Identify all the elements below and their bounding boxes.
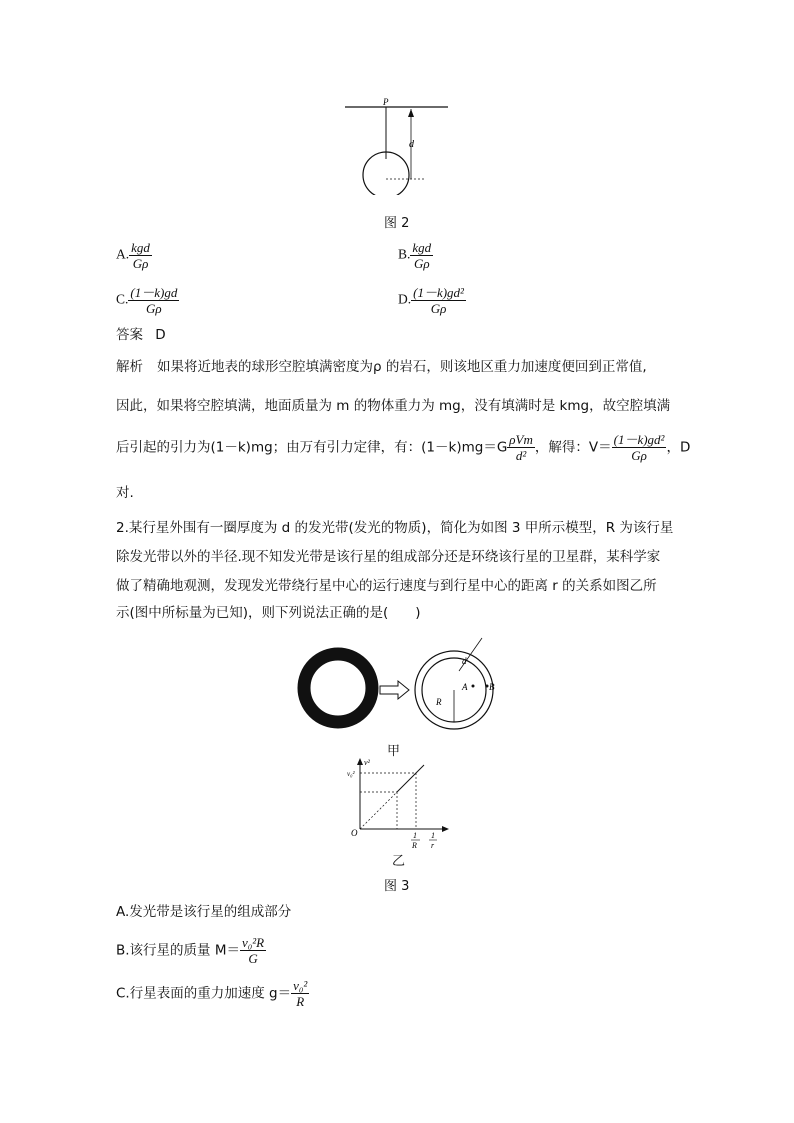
option-b-denominator: Gρ (413, 256, 430, 271)
analysis-text-3c: ，D (666, 439, 691, 456)
option2-c-den: R (296, 994, 305, 1009)
jia-label-r: R (436, 697, 442, 707)
option-a-denominator: Gρ (132, 256, 149, 271)
label-d: d (409, 139, 414, 150)
thick-ring (304, 654, 372, 722)
figure-3-caption: 图 3 (384, 879, 410, 894)
proportional-dash (360, 792, 397, 829)
option2-b-den: G (248, 951, 258, 966)
thickness-arrow (468, 638, 482, 658)
jia-label-b: B (489, 682, 495, 692)
jia-label-d: d (462, 656, 467, 666)
question2-line-3: 做了精确地观测，发现发光带绕行星中心的运行速度与到行星中心的距离 r 的关系如图乙所 (116, 578, 657, 594)
transform-arrow (380, 681, 409, 699)
option-b (398, 240, 433, 271)
option-a-letter: A. (116, 246, 130, 262)
option2-a: A.发光带是该行星的组成部分 (116, 904, 292, 920)
label-p: P (383, 97, 389, 107)
analysis-frac1-den: d² (515, 448, 527, 463)
question2-line-4: 示(图中所标量为已知)，则下列说法正确的是( ) (116, 605, 421, 621)
analysis-line-2: 因此，如果将空腔填满，地面质量为 m 的物体重力为 mg，没有填满时是 kmg，故空腔填满 (116, 398, 671, 414)
analysis-line-4: 对. (116, 485, 134, 501)
option-b-numerator: kgd (412, 240, 432, 255)
analysis-line-3 (116, 432, 690, 463)
x-tick2-den: r (431, 841, 435, 850)
option-d-denominator: Gρ (430, 301, 447, 316)
figure-3-yi-label: 乙 (392, 854, 406, 869)
option2-b-num: v₀²R (242, 935, 265, 950)
option2-c-num: v₀² (293, 978, 308, 993)
analysis-label: 解析 (116, 359, 143, 375)
option-c-denominator: Gρ (146, 301, 162, 316)
jia-label-a: A (462, 682, 468, 692)
answer-label: 答案 (116, 327, 143, 343)
axis-y-tick: v₀² (347, 770, 355, 778)
option-c-numerator: (1－k)gd (130, 285, 178, 300)
x-tick1-den: R (412, 841, 417, 850)
option2-b (116, 935, 266, 966)
figure-3-yi-graph (345, 755, 455, 855)
option2-b-text: B.该行星的质量 M＝ (116, 942, 240, 959)
option-a (116, 240, 152, 271)
figure-2-caption: 图 2 (384, 216, 410, 231)
question2-line-2: 除发光带以外的半径.现不知发光带是该行星的组成部分还是环绕该行星的卫星群，某科学家 (116, 549, 661, 565)
option-c-letter: C. (116, 291, 129, 307)
figure-3-jia-diagram (292, 633, 502, 738)
answer-value: D (155, 327, 166, 343)
proportional-line (397, 765, 424, 792)
x-tick2-num: 1 (431, 831, 435, 840)
figure-3-jia-label: 甲 (387, 744, 401, 759)
analysis-text-3b: ，解得：V＝ (534, 439, 612, 456)
point-a (472, 685, 475, 688)
x-tick1-num: 1 (413, 831, 417, 840)
analysis-frac2-den: Gρ (631, 448, 647, 463)
option-d-numerator: (1－k)gd² (413, 285, 464, 300)
analysis-text-3a: 后引起的引力为(1－k)mg；由万有引力定律，有：(1－k)mg＝G (116, 439, 508, 456)
option-d-letter: D. (398, 291, 412, 307)
axis-y-label: v² (364, 758, 370, 767)
figure-2-diagram (340, 95, 455, 195)
option-b-letter: B. (398, 246, 411, 262)
analysis-frac2-num: (1－k)gd² (613, 432, 665, 447)
option-a-numerator: kgd (131, 240, 150, 255)
question2-line-1: 2.某行星外围有一圈厚度为 d 的发光带(发光的物质)，简化为如图 3 甲所示模型，R 为该行星 (116, 520, 674, 536)
option2-c (116, 978, 309, 1009)
analysis-line-1 (116, 357, 647, 377)
analysis-frac1-num: ρVm (509, 432, 533, 447)
answer-line (116, 325, 166, 345)
option-c (116, 285, 179, 316)
option2-c-text: C.行星表面的重力加速度 g＝ (116, 985, 292, 1002)
axis-origin: O (351, 828, 358, 838)
analysis-text-1: 如果将近地表的球形空腔填满密度为ρ 的岩石，则该地区重力加速度便回到正常值, (157, 359, 647, 375)
option-d (398, 285, 466, 316)
